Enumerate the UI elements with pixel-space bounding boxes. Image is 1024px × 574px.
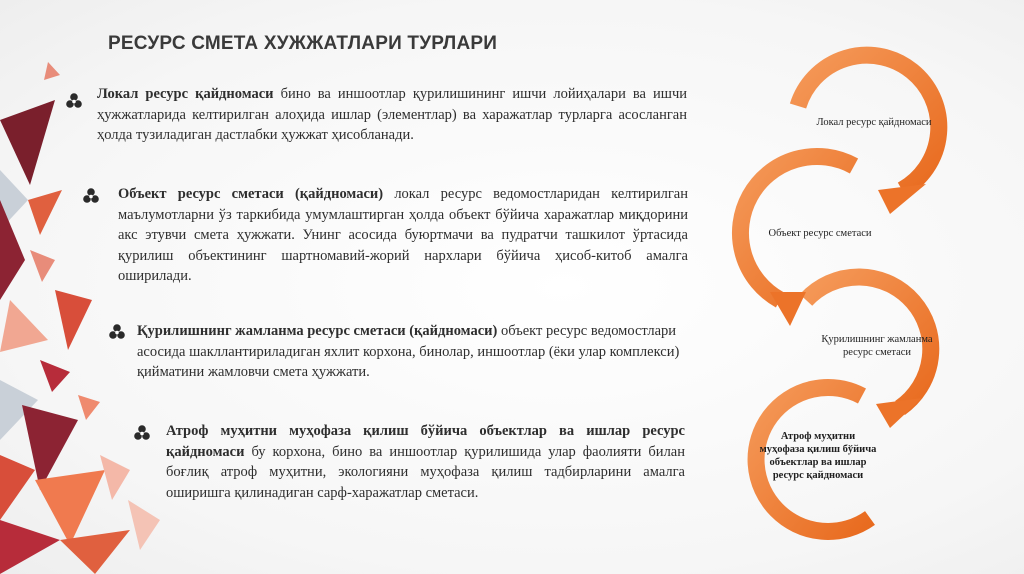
description-local-resource: бино ва иншоотлар қурилишининг ишчи лойиҳалари ва ишчи ҳужжатларида келтирилган алоҳида ишлар (элементлар) ва харажатлар турларга асосланган ҳолда тузиладиган дастлабки ҳужжат ҳисобланади. xyxy=(97,86,688,143)
term-environment-resource: Атроф муҳитни муҳофаза қилиш бўйича объектлар ва ишлар ресурс қайдномаси xyxy=(166,423,685,460)
ring-label-environment: Атроф муҳитни муҳофаза қилиш бўйича объектлар ва ишлар ресурс қайдномаси xyxy=(759,431,877,481)
arrow-head-2 xyxy=(770,292,806,326)
ring-label-local: Локал ресурс қайдномаси xyxy=(816,117,932,128)
ring-label-summary: Қурилишнинг жамланма ресурс сметаси xyxy=(821,334,933,358)
ring-label-object: Объект ресурс сметаси xyxy=(768,228,872,239)
description-summary-resource: объект ресурс ведомостлари асосида шакллантириладиган яхлит корхона, бинолар, иншоотлар (ёки улар комплекси) қийматини жамловчи смета ҳужжати. xyxy=(137,323,680,380)
term-local-resource: Локал ресурс қайдномаси xyxy=(97,86,274,102)
term-object-resource: Объект ресурс сметаси (қайдномаси) xyxy=(118,186,384,202)
arrow-head-3 xyxy=(876,398,922,428)
slide-title: РЕСУРС СМЕТА ХУЖЖАТЛАРИ ТУРЛАРИ xyxy=(108,33,498,54)
arrow-head-1 xyxy=(878,184,926,214)
description-object-resource: локал ресурс ведомостларидан келтирилган маълумотларни ўз таркибида умумлаштирган ҳолда объект бўйича харажатлар миқдорини акс этувчи смета ҳужжати. Унинг асосида буюртмачи ва пудратчи ташкилот ўртасида қурилиш объектининг шартномавий-жорий нархлари бўйича ҳисоб-китоб амалга оширилади. xyxy=(118,186,688,284)
term-summary-resource: Қурилишнинг жамланма ресурс сметаси (қайдномаси) xyxy=(137,323,498,339)
description-environment-resource: бу корхона, бино ва иншоотлар қурилишида улар фаолияти билан боғлиқ атроф муҳитни, экологияни муҳофаза қилиш тадбирларини амалга оширишга қилинадиган сарф-харажатлар сметаси. xyxy=(166,443,685,501)
